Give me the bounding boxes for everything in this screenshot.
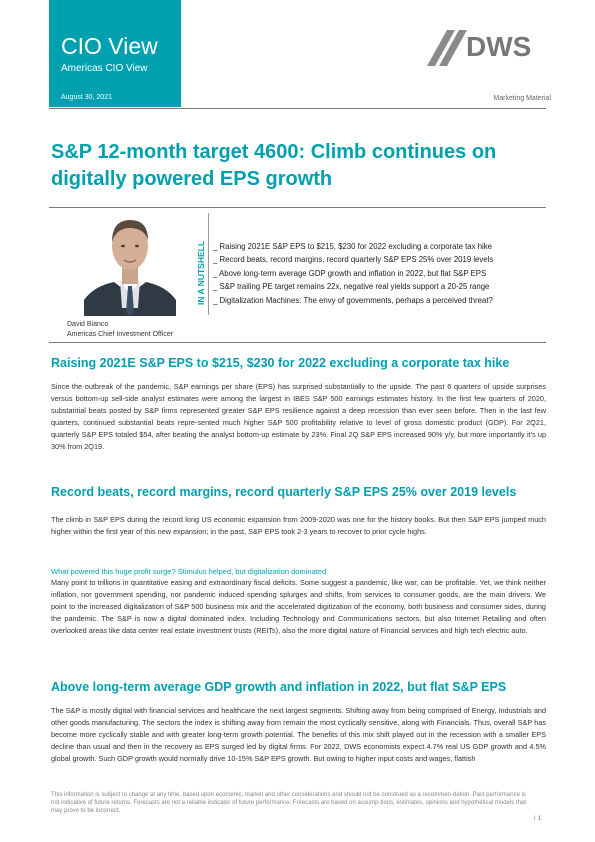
section-paragraph: Many point to trillions in quantitative easing and extraordinary fiscal deficits. Some suggest a pandemic, like war, can be profitable. Yet, we think neither inflation, nor government spending, nor pandemic induced spending splurges and shifts, from services to consumer goods, are the main drivers. We point to the increased digitalization of S&P 500 business mix and the accelerated digitization of the economy, both business and consumer sides, during the pandemic. The S&P is now a digital dominated index. Including Technology and Communications sectors, but also Internet Retailing and often overlooked areas like data center real estate investment trusts (REITs), also the more digital nature of Financial services and high tech electric auto. [51, 578, 546, 635]
section-heading: Raising 2021E S&P EPS to $215, $230 for 2022 excluding a corporate tax hike [51, 356, 510, 370]
publication-date: August 30, 2021 [61, 94, 112, 101]
author-role: Americas Chief Investment Officer [67, 331, 174, 338]
page-number: / 1 [533, 815, 541, 822]
nutshell-bullets [213, 240, 493, 307]
section-paragraph: The climb in S&P EPS during the record long US economic expansion from 2009-2020 was one for the history books. But then S&P EPS jumped much higher within the first year of this new expansion; in the past, S&P EPS took 2-3 years to recover to prior cycle highs. [51, 515, 546, 536]
nutshell-divider [208, 213, 209, 315]
nutshell-label-box [189, 235, 206, 315]
nutshell-bullet: _ Digitalization Machines: The envy of governments, perhaps a perceived threat? [213, 294, 493, 307]
section-paragraph: Since the outbreak of the pandemic, S&P earnings per share (EPS) has surprised substantially to the upside. The past 6 quarters of upside surprises versus bottom-up sell-side analyst estimates were among the largest in IBES S&P 500 earnings estimates history. In the first few quarters of 2020, substantial beats posted by S&P firms represented greater S&P EPS resilience against a deep recession than ever seen before. Then in the last few quarters, continued substantial beats repre-sented much higher S&P 500 profitability relative to level of gross domestic product (GDP). For 2Q21, quarterly S&P EPS totaled $54, after beating the analyst bottom-up estimate by 23%. Final 2Q S&P EPS increased 90% y/y, but more importantly it's up 30% from 2Q19. [51, 382, 546, 451]
author-name: David Bianco [67, 321, 109, 328]
nutshell-label: IN A NUTSHELL [196, 240, 206, 306]
author-portrait [84, 208, 176, 316]
nutshell-bullet: _ Record beats, record margins, record quarterly S&P EPS 25% over 2019 levels [213, 253, 493, 266]
section-heading: Above long-term average GDP growth and inflation in 2022, but flat S&P EPS [51, 680, 507, 694]
nutshell-bottom-divider [49, 342, 546, 343]
nutshell-bullet: _ Raising 2021E S&P EPS to $215, $230 for 2022 excluding a corporate tax hike [213, 240, 493, 253]
author-block [67, 320, 173, 340]
header-divider [49, 108, 546, 109]
marketing-material-label: Marketing Material [493, 95, 551, 102]
disclaimer: This information is subject to change at any time, based upon economic, market and other considerations and should not be construed as a recommen-dation. Past performance is not indicative of future returns. Forecasts are not a reliable indicator of future performance. Forecasts are based on assump-tions, estimates, opinions and hypothetical models that may prove to be incorrect. [51, 792, 526, 814]
publication-title: CIO View [61, 33, 158, 59]
section-heading: Record beats, record margins, record quarterly S&P EPS 25% over 2019 levels [51, 485, 517, 499]
section-paragraph: The S&P is mostly digital with financial services and healthcare the next largest segments. Shifting away from being comprised of Energy, Industrials and other goods manufacturing. The sectors the index is shifting away from remain the most cyclically sensitive, along with Financials. Thus, overall S&P has become more cyclically stable and with greater long-term growth potential. The benefits of this mix shift played out in the recession with a smaller EPS decline than usual and then in the recovery as EPS surged led by digital firms. For 2022, DWS economists expect 4.7% real US GDP growth and 4.5% global growth. Such GDP growth would normally drive 10-15% S&P EPS growth. But owing to higher input costs and wages, flattish [51, 706, 546, 763]
logo-wordmark: DWS [466, 31, 532, 62]
section-subheading: What powered this huge profit surge? Stimulus helped, but digitalization dominated [51, 567, 327, 576]
nutshell-bullet: _ Above long-term average GDP growth and inflation in 2022, but flat S&P EPS [213, 267, 493, 280]
publication-subtitle: Americas CIO View [61, 63, 148, 74]
nutshell-bullet: _ S&P trailing PE target remains 22x, negative real yields support a 20-25 range [213, 280, 493, 293]
page-title: S&P 12-month target 4600: Climb continues on digitally powered EPS growth [51, 141, 497, 190]
